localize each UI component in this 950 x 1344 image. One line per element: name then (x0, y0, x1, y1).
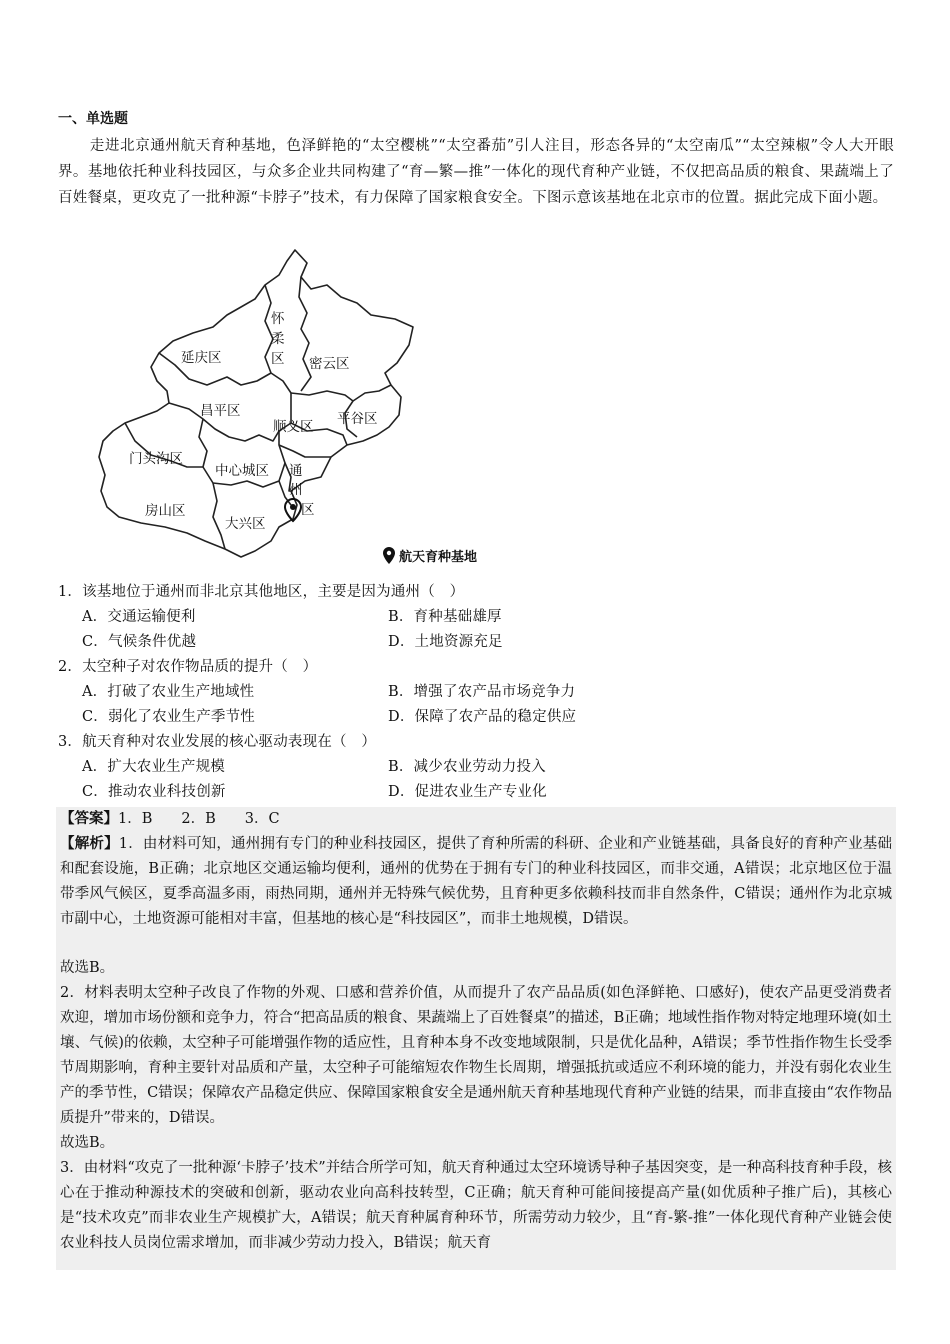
q2-option-c[interactable]: C．弱化了农业生产季节性 (82, 709, 255, 725)
label-miyun: 密云区 (309, 356, 350, 372)
label-changping: 昌平区 (200, 403, 241, 419)
legend-label: 航天育种基地 (399, 550, 478, 565)
analysis-label: 【解析】 (60, 835, 119, 852)
label-tongzhou-2: 州 (289, 482, 303, 498)
conclusion-2: 故选B。 (60, 1135, 115, 1151)
question-2-stem: 2．太空种子对农作物品质的提升（ ） (58, 659, 318, 675)
label-huairou-1: 怀 (271, 311, 285, 327)
analysis-1 (60, 831, 892, 932)
label-fangshan: 房山区 (145, 503, 186, 519)
section-title: 一、单选题 (58, 111, 128, 127)
label-tongzhou-3: 区 (301, 502, 315, 518)
answer-line (60, 806, 280, 832)
q1-option-d[interactable]: D．土地资源充足 (388, 634, 503, 650)
q3-option-c[interactable]: C．推动农业科技创新 (82, 784, 226, 800)
label-huairou-2: 柔 (271, 331, 285, 347)
q1-option-b[interactable]: B．育种基础雄厚 (388, 609, 502, 625)
border-huairou-east (299, 277, 311, 391)
question-1-stem: 1．该基地位于通州而非北京其他地区，主要是因为通州（ ） (58, 584, 465, 600)
label-pinggu: 平谷区 (337, 411, 378, 427)
q2-option-d[interactable]: D．保障了农产品的稳定供应 (388, 709, 577, 725)
conclusion-1: 故选B。 (60, 960, 115, 976)
border-fangshan-daxing (213, 483, 225, 549)
label-huairou-3: 区 (271, 351, 285, 367)
q3-option-a[interactable]: A．扩大农业生产规模 (82, 759, 225, 775)
question-3-stem: 3．航天育种对农业发展的核心驱动表现在（ ） (58, 734, 377, 750)
label-mentougou: 门头沟区 (129, 451, 183, 467)
border-shunyi (291, 391, 353, 401)
q1-option-a[interactable]: A．交通运输便利 (82, 609, 196, 625)
answer-label: 【答案】 (60, 810, 118, 827)
analysis-1-text: 1．由材料可知，通州拥有专门的种业科技园区，提供了育种所需的科研、企业和产业链基础，具备良好的育种产业基础和配套设施，B正确；北京地区交通运输均便利，通州的优势在于拥有专门的种业科技园区，而非交通，A错误；北京地区位于温带季风气候区，夏季高温多雨，雨热同期，通州并无特殊气候优势，且育种更多依赖科技而非自然条件，C错误；通州作为北京城市副中心，土地资源可能相对丰富，但基地的核心是“科技园区”，而非土地规模，D错误。 (60, 836, 892, 927)
q3-option-d[interactable]: D．促进农业生产专业化 (388, 784, 547, 800)
label-center: 中心城区 (215, 463, 269, 479)
q2-option-b[interactable]: B．增强了农产品市场竞争力 (388, 684, 576, 700)
answer-values: 1．B 2．B 3．C (118, 811, 280, 827)
beijing-district-map (95, 245, 515, 575)
label-yanqing: 延庆区 (181, 350, 222, 366)
analysis-2: 2．材料表明太空种子改良了作物的外观、口感和营养价值，从而提升了农产品品质(如色泽鲜艳、口感好)，使农产品更受消费者欢迎，增加市场份额和竞争力，符合“把高品质的粮食、果蔬端上了百姓餐桌”的描述，B正确；地域性指作物对特定地理环境(如土壤、气候)的依赖，太空种子可能增强作物的适应性，且育种本身不改变地域限制，只是优化品种，A错误；季节性指作物生长受季节周期影响，育种主要针对品质和产量，太空种子可能缩短农作物生长周期，增强抵抗或适应不利环境的能力，并没有弱化农业生产的季节性，C错误；保障农产品稳定供应、保障国家粮食安全是通州航天育种基地现代育种产业链的结果，而非直接由“农作物品质提升”带来的，D错误。 (60, 985, 892, 1126)
analysis-3: 3．由材料“攻克了一批种源‘卡脖子’技术”并结合所学可知，航天育种通过太空环境诱导种子基因突变，是一种高科技育种手段，核心在于推动种源技术的突破和创新，驱动农业向高科技转型，C正确；航天育种可能间接提高产量(如优质种子推广后)，其核心是“技术攻克”而非农业生产规模扩大，A错误；航天育种属育种环节，所需劳动力较少，且“育-繁-推”一体化现代育种产业链会使农业科技人员岗位需求增加，而非减少劳动力投入，B错误；航天育 (60, 1160, 892, 1251)
intro-paragraph: 走进北京通州航天育种基地，色泽鲜艳的“太空樱桃”“太空番茄”引人注目，形态各异的“太空南瓜”“太空辣椒”令人大开眼界。基地依托种业科技园区，与众多企业共同构建了“育—繁—推”一体化的现代育种产业链，不仅把高品质的粮食、果蔬端上了百姓餐桌，更攻克了一批种源“卡脖子”技术，有力保障了国家粮食安全。下图示意该基地在北京市的位置。据此完成下面小题。 (58, 138, 894, 206)
q2-option-a[interactable]: A．打破了农业生产地域性 (82, 684, 255, 700)
legend-pin-icon (383, 547, 395, 564)
q3-option-b[interactable]: B．减少农业劳动力投入 (388, 759, 546, 775)
label-shunyi: 顺义区 (273, 419, 314, 435)
q1-option-c[interactable]: C．气候条件优越 (82, 634, 197, 650)
label-tongzhou-1: 通 (289, 463, 303, 479)
border-tongzhou (279, 445, 331, 457)
label-daxing: 大兴区 (225, 516, 266, 532)
